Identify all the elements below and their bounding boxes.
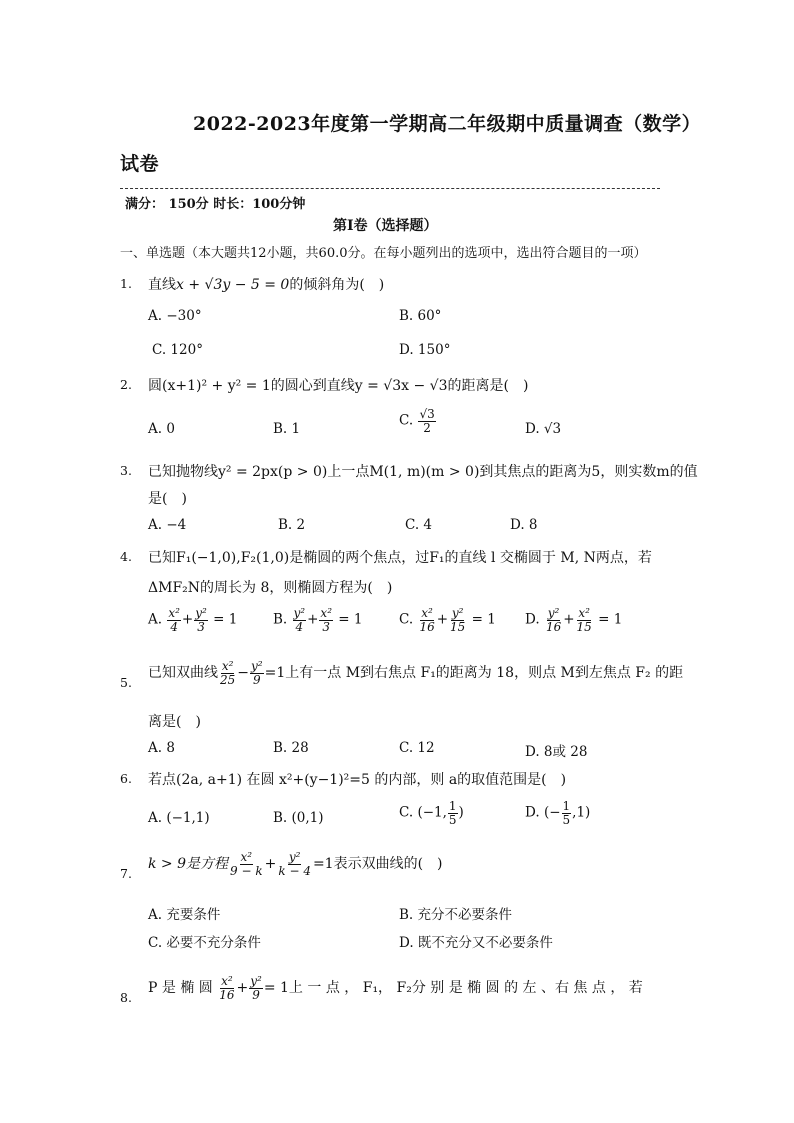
q8-plus: +: [236, 980, 249, 997]
q4-a-eq: = 1: [213, 611, 238, 628]
q1-option-a: A. −30°: [148, 308, 202, 324]
question-number-1: 1.: [120, 276, 132, 291]
exam-title-line2: 试卷: [120, 153, 160, 175]
q4-option-a: [148, 607, 237, 633]
q7-d2: k − 4: [278, 863, 311, 878]
q5-option-a: A. 8: [148, 740, 175, 756]
q3-option-c: C. 4: [405, 517, 433, 533]
q4-a-d1: 4: [170, 619, 178, 634]
question-8: [148, 975, 643, 1001]
question-number-6: 6.: [120, 771, 132, 786]
q4-option-b: [273, 607, 363, 633]
question-number-4: 4.: [120, 549, 132, 564]
q4-b-n1: y²: [293, 606, 306, 620]
q4-c-label: C.: [399, 611, 414, 628]
q1-option-d: D. 150°: [399, 342, 451, 358]
question-4-line1: 已知F₁(−1,0),F₂(1,0)是椭圆的两个焦点，过F₁的直线 l 交椭圆于 M, N两点，若: [148, 550, 652, 566]
q4-c-n1: x²: [421, 606, 433, 620]
q8-n1: x²: [221, 974, 233, 988]
q4-d-n2: x²: [578, 606, 590, 620]
q7-frac1: [229, 851, 264, 877]
q7-n2: y²: [288, 850, 301, 864]
section-title: 一、单选题（本大题共12小题，共60.0分。在每小题列出的选项中，选出符合题目的一项）: [120, 246, 647, 261]
q4-d-eq: = 1: [598, 611, 623, 628]
title-divider: [120, 188, 660, 189]
q2-option-c: [399, 408, 437, 434]
q4-d-n1: y²: [547, 606, 560, 620]
part-title: 第I卷（选择题）: [333, 218, 438, 234]
q4-a-n2: y²: [195, 606, 207, 620]
q5-frac2: [250, 660, 264, 686]
question-4-line2: ΔMF₂N的周长为 8，则椭圆方程为( ): [148, 580, 393, 596]
q4-c-n2: y²: [451, 606, 464, 620]
q6-c-pre: (−1,: [417, 804, 447, 821]
q4-c-eq: = 1: [471, 611, 496, 628]
q5-minus: −: [237, 665, 250, 682]
q7-option-b: B. 充分不必要条件: [399, 907, 513, 923]
q6-option-c: [399, 800, 464, 826]
q5-d2: 9: [252, 672, 261, 687]
q8-post: = 1上 一 点 ， F₁， F₂分 别 是 椭 圆 的 左 、右 焦 点 ， 若: [263, 980, 643, 997]
question-6: 若点(2a, a+1) 在圆 x²+(y−1)²=5 的内部，则 a的取值范围是( ): [148, 772, 567, 788]
q2-option-d: D. √3: [525, 421, 562, 437]
q4-c-frac1: [418, 607, 435, 633]
q2-c-denominator: 2: [423, 420, 431, 435]
q6-d-frac: [562, 800, 572, 826]
q5-n2: y²: [251, 659, 263, 673]
q4-b-d2: 3: [322, 619, 331, 634]
q8-frac1: [218, 975, 235, 1001]
q7-option-a: A. 充要条件: [148, 907, 221, 923]
q4-option-d: [525, 607, 622, 633]
q4-c-d1: 16: [419, 619, 435, 634]
q6-d-pre: (−: [543, 804, 561, 821]
q4-d-frac1: [545, 607, 562, 633]
q6-d-n: 1: [562, 799, 571, 813]
question-number-5: 5.: [120, 675, 132, 690]
q4-d-d1: 16: [545, 619, 562, 634]
q5-frac1: [219, 660, 236, 686]
q4-d-label: D.: [525, 611, 540, 628]
question-5-line1: [148, 660, 683, 686]
question-3-line1: 已知抛物线y² = 2px(p > 0)上一点M(1, m)(m > 0)到其焦点的距离为5，则实数m的值: [148, 464, 698, 480]
q2-option-a: A. 0: [148, 421, 175, 437]
question-1: [148, 274, 384, 294]
q5-d1: 25: [220, 672, 236, 687]
q2-option-b: B. 1: [273, 421, 301, 437]
exam-meta: 满分： 150分 时长：100分钟: [125, 197, 306, 212]
question-3-line2: 是( ): [148, 491, 187, 507]
q5-post: =1上有一点 M到右焦点 F₁的距离为 18，则点 M到左焦点 F₂ 的距: [264, 665, 684, 682]
q6-c-post: ): [458, 804, 464, 821]
question-2: 圆(x+1)² + y² = 1的圆心到直线y = √3x − √3的距离是( ): [148, 378, 529, 394]
q4-b-plus: +: [307, 611, 319, 628]
q7-post: =1表示双曲线的( ): [312, 856, 443, 873]
q1-option-b: B. 60°: [399, 308, 442, 324]
q7-n1: x²: [240, 850, 253, 864]
q4-b-eq: = 1: [338, 611, 363, 628]
q7-d1: 9 − k: [230, 863, 263, 878]
question-number-2: 2.: [120, 377, 132, 392]
q4-b-frac2: [319, 607, 333, 633]
q4-c-plus: +: [436, 611, 449, 628]
q6-option-a: A. (−1,1): [148, 810, 210, 826]
q4-a-n1: x²: [168, 606, 180, 620]
q8-n2: y²: [250, 974, 262, 988]
q3-option-d: D. 8: [510, 517, 538, 533]
q6-d-label: D.: [525, 804, 540, 821]
q2-option-c-fraction: [418, 408, 435, 434]
q5-option-d: D. 8或 28: [525, 744, 588, 760]
q4-b-label: B.: [273, 611, 288, 628]
q6-c-d: 5: [448, 812, 457, 827]
q5-pre: 已知双曲线: [148, 665, 218, 682]
q6-c-n: 1: [448, 799, 457, 813]
q4-b-n2: x²: [320, 606, 332, 620]
q2-c-numerator: √3: [419, 407, 435, 421]
question-5-line2: 离是( ): [148, 714, 201, 730]
q3-option-b: B. 2: [278, 517, 306, 533]
q7-pre: k > 9是方程: [148, 856, 229, 873]
q6-c-frac: [448, 800, 458, 826]
q1-math: x + √3y − 5 = 0: [176, 277, 290, 293]
q1-option-c: C. 120°: [152, 342, 203, 358]
q8-pre: P 是 椭 圆: [148, 980, 213, 997]
q2-option-c-label: C.: [399, 412, 414, 429]
q6-option-d: [525, 800, 590, 826]
q1-pre: 直线: [148, 277, 176, 293]
q6-d-post: ,1): [572, 804, 591, 821]
q6-c-label: C.: [399, 804, 414, 821]
q7-plus: +: [264, 856, 277, 873]
q4-d-frac2: [576, 607, 593, 633]
q6-d-d: 5: [562, 812, 571, 827]
q5-option-b: B. 28: [273, 740, 309, 756]
q7-option-c: C. 必要不充分条件: [148, 935, 261, 951]
q4-a-plus: +: [181, 611, 194, 628]
q8-d2: 9: [252, 987, 260, 1002]
question-number-3: 3.: [120, 463, 132, 478]
q6-option-b: B. (0,1): [273, 810, 324, 826]
q7-frac2: [277, 851, 312, 877]
q4-d-d2: 15: [576, 619, 592, 634]
question-number-7: 7.: [120, 866, 132, 881]
q3-option-a: A. −4: [148, 517, 187, 533]
q4-c-d2: 15: [450, 619, 466, 634]
q4-a-frac2: [194, 607, 208, 633]
q4-d-plus: +: [563, 611, 575, 628]
question-7: [148, 851, 443, 877]
question-number-8: 8.: [120, 990, 132, 1005]
q4-b-frac1: [293, 607, 307, 633]
q4-option-c: [399, 607, 496, 633]
q8-d1: 16: [219, 987, 235, 1002]
exam-title-line1: 2022-2023年度第一学期高二年级期中质量调查（数学）: [193, 113, 702, 135]
q8-frac2: [249, 975, 263, 1001]
q5-n1: x²: [221, 659, 234, 673]
q1-post: 的倾斜角为( ): [289, 277, 385, 293]
q7-option-d: D. 既不充分又不必要条件: [399, 935, 553, 951]
q4-a-d2: 3: [197, 619, 205, 634]
q4-b-d1: 4: [295, 619, 304, 634]
q4-a-label: A.: [148, 611, 163, 628]
q4-c-frac2: [449, 607, 466, 633]
q4-a-frac1: [167, 607, 181, 633]
q5-option-c: C. 12: [399, 740, 435, 756]
